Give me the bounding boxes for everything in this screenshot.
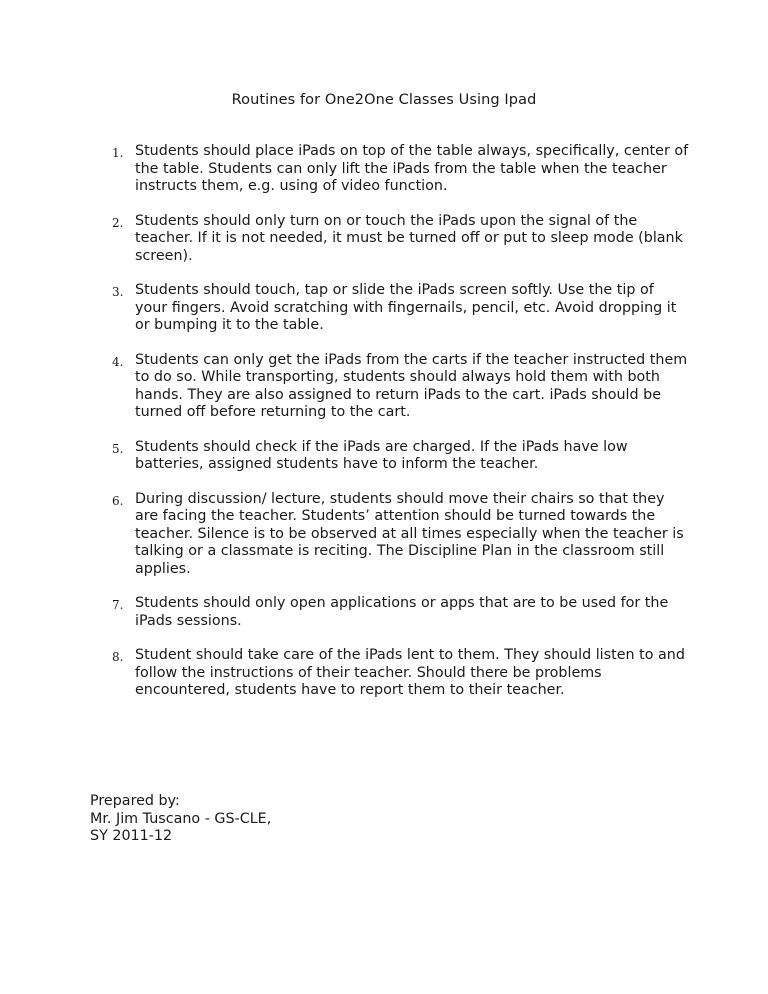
list-item-number: 8. xyxy=(112,650,124,664)
list-item-number: 4. xyxy=(112,354,124,369)
document-title: Routines for One2One Classes Using Ipad xyxy=(231,92,537,108)
list-item-text: Student should take care of the iPads lent to them. They should listen to and follow the instructions of their teacher. Should there be problems encountered, students have to report them to their teacher. xyxy=(135,647,685,698)
list-item-text: Students should only open applications or apps that are to be used for the iPads sessions. xyxy=(135,595,669,629)
list-item-number: 6. xyxy=(112,493,124,508)
list-item-number: 3. xyxy=(112,285,124,299)
list-item xyxy=(0,143,768,196)
list-item-number: 5. xyxy=(112,441,124,456)
routines-list xyxy=(0,143,768,717)
list-item-text: Students should place iPads on top of the table always, specifically, center of the table. Students can only lift the iPads from the table when the teacher instructs them, e.g. using of video function. xyxy=(135,143,689,194)
school-year: SY 2011-12 xyxy=(90,828,173,844)
list-item-text: Students should touch, tap or slide the iPads screen softly. Use the tip of your fingers. Avoid scratching with fingernails, pencil, etc. Avoid dropping it or bumping it to the table. xyxy=(135,282,677,333)
list-item-number: 2. xyxy=(112,215,124,230)
author-name: Mr. Jim Tuscano - GS-CLE, xyxy=(90,810,272,827)
list-item xyxy=(0,595,768,630)
list-item-text: Students should only turn on or touch the iPads upon the signal of the teacher. If it is not needed, it must be turned off or put to sleep mode (blank screen). xyxy=(135,212,683,264)
list-item xyxy=(0,647,768,700)
list-item-number: 1. xyxy=(112,146,124,160)
prepared-by-block xyxy=(90,793,271,846)
list-item xyxy=(0,352,768,422)
prepared-by-label: Prepared by: xyxy=(90,793,180,809)
list-item-text: Students can only get the iPads from the carts if the teacher instructed them to do so. While transporting, students should always hold them with both hands. They are also assigned to return iPads to the cart. iPads should be turned off before returning to the cart. xyxy=(135,351,688,420)
list-item-text: During discussion/ lecture, students should move their chairs so that they are facing the teacher. Students’ attention should be turned towards the teacher. Silence is to be observed at all times especially when the teacher is talking or a classmate is reciting. The Discipline Plan in the classroom still applies. xyxy=(135,490,684,577)
list-item-number: 7. xyxy=(112,598,124,612)
list-item xyxy=(0,282,768,335)
list-item-text: Students should check if the iPads are charged. If the iPads have low batteries, assigned students have to inform the teacher. xyxy=(135,438,628,472)
list-item xyxy=(0,213,768,266)
list-item xyxy=(0,491,768,579)
list-item xyxy=(0,439,768,474)
